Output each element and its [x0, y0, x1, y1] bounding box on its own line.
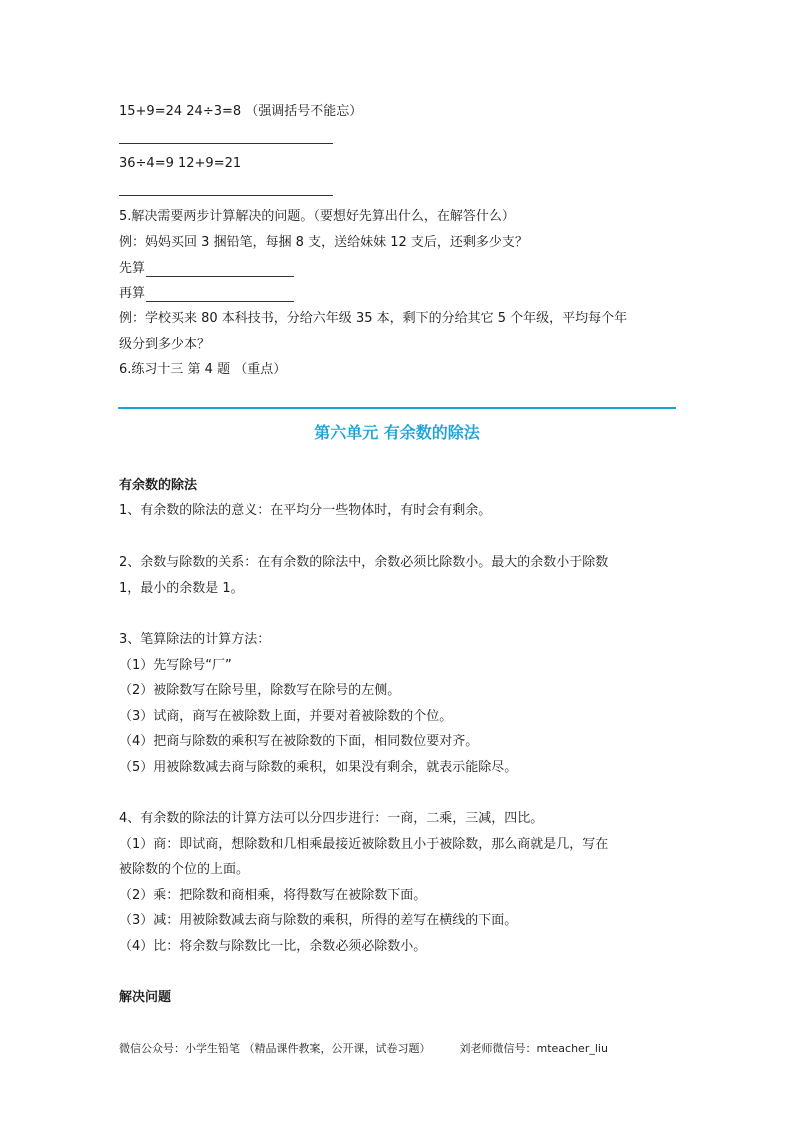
- step-1: （1）先写除号“厂”: [119, 658, 232, 673]
- then-calc-label: 再算: [119, 286, 146, 301]
- then-calc-row: [119, 286, 294, 302]
- method-3: （3）减：用被除数减去商与除数的乘积，所得的差写在横线的下面。: [119, 913, 518, 928]
- page-footer: [119, 1042, 608, 1056]
- paragraph-2-line-2: 1，最小的余数是 1。: [119, 581, 244, 596]
- example-2-line-1: 例：学校买来 80 本科技书，分给六年级 35 本，剩下的分给其它 5 个年级，平均每个年: [119, 311, 628, 326]
- footer-teacher-wechat: 刘老师微信号：mteacher_liu: [459, 1042, 608, 1055]
- step-2: （2）被除数写在除号里，除数写在除号的左侧。: [119, 683, 401, 698]
- example-2-line-2: 级分到多少本？: [119, 337, 211, 352]
- first-calc-blank: [146, 263, 294, 277]
- item-5: 5.解决需要两步计算解决的问题。（要想好先算出什么，在解答什么）: [119, 209, 515, 224]
- step-3: （3）试商，商写在被除数上面，并要对着被除数的个位。: [119, 709, 453, 724]
- paragraph-2-line-1: 2、余数与除数的关系：在有余数的除法中，余数必须比除数小。最大的余数小于除数: [119, 555, 609, 570]
- step-5: （5）用被除数减去商与除数的乘积，如果没有剩余，就表示能除尽。: [119, 760, 518, 775]
- answer-blank-line-1: [119, 143, 333, 144]
- equation-line-2: 36÷4=9 12+9=21: [119, 156, 242, 171]
- paragraph-3: 3、笔算除法的计算方法：: [119, 632, 271, 647]
- method-4: （4）比：将余数与除数比一比，余数必须必除数小。: [119, 939, 427, 954]
- first-calc-row: [119, 261, 294, 277]
- answer-blank-line-2: [119, 195, 333, 196]
- paragraph-4: 4、有余数的除法的计算方法可以分四步进行：一商，二乘，三减，四比。: [119, 811, 544, 826]
- section-divider: [118, 407, 676, 409]
- footer-wechat-account: 微信公众号：小学生铅笔 （精品课件教案，公开课，试卷习题）: [119, 1042, 431, 1055]
- method-1-line-1: （1）商：即试商，想除数和几相乘最接近被除数且小于被除数，那么商就是几，写在: [119, 837, 609, 852]
- method-1-line-2: 被除数的个位的上面。: [119, 862, 250, 877]
- section-heading-remainder-division: 有余数的除法: [119, 478, 198, 493]
- unit-title: 第六单元 有余数的除法: [314, 423, 480, 442]
- item-6: 6.练习十三 第 4 题 （重点）: [119, 362, 287, 377]
- then-calc-blank: [146, 288, 294, 302]
- paragraph-1: 1、有余数的除法的意义：在平均分一些物体时，有时会有剩余。: [119, 503, 492, 518]
- step-4: （4）把商与除数的乘积写在被除数的下面，相同数位要对齐。: [119, 734, 479, 749]
- first-calc-label: 先算: [119, 261, 146, 276]
- section-heading-problem-solving: 解决问题: [119, 990, 172, 1005]
- example-1: 例：妈妈买回 3 捆铅笔，每捆 8 支，送给妹妹 12 支后，还剩多少支？: [119, 235, 528, 250]
- equation-line-1: 15+9=24 24÷3=8 （强调括号不能忘）: [119, 104, 363, 119]
- method-2: （2）乘：把除数和商相乘，将得数写在被除数下面。: [119, 888, 427, 903]
